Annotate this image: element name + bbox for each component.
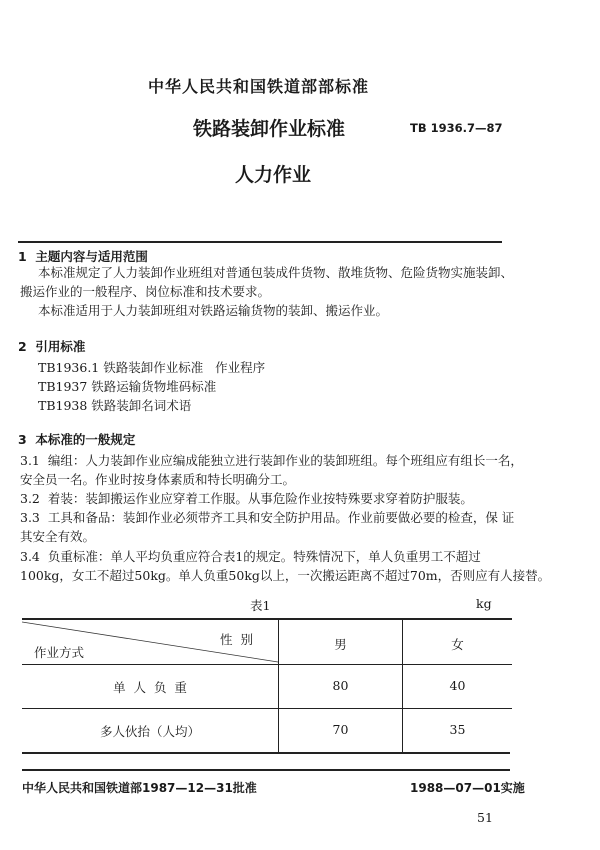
table-row-rule bbox=[22, 708, 512, 709]
table-cell: 70 bbox=[332, 722, 349, 737]
document-title: 铁路装卸作业标准 bbox=[193, 118, 346, 140]
issuer: 中华人民共和国铁道部部标准 bbox=[148, 77, 370, 96]
reference-item: TB1937 铁路运输货物堆码标准 bbox=[38, 379, 217, 394]
page-number: 51 bbox=[477, 810, 493, 825]
row-label: 单 人 负 重 bbox=[113, 680, 187, 695]
paragraph: 搬运作业的一般程序、岗位标准和技术要求。 bbox=[20, 284, 271, 299]
paragraph: 3.3 工具和备品：装卸作业必须带齐工具和安全防护用品。作业前要做必要的检查，保 证 bbox=[20, 510, 515, 525]
header-divider bbox=[18, 241, 502, 243]
table-unit: kg bbox=[476, 596, 492, 611]
paragraph: 安全员一名。作业时按身体素质和特长明确分工。 bbox=[20, 472, 296, 487]
paragraph: 3.1 编组：人力装卸作业应编成能独立进行装卸作业的装卸班组。每个班组应有组长一名， bbox=[20, 453, 523, 468]
column-header-female: 女 bbox=[451, 637, 464, 652]
approval-date: 中华人民共和国铁道部1987—12—31批准 bbox=[22, 781, 257, 795]
paragraph: 100kg，女工不超过50kg。单人负重50kg以上，一次搬运距离不超过70m，否则应有人接替。 bbox=[20, 568, 551, 583]
section-2-heading: 2 引用标准 bbox=[18, 339, 86, 354]
paragraph: 3.4 负重标准：单人平均负重应符合表1的规定。特殊情况下，单人负重男工不超过 bbox=[20, 549, 481, 564]
paragraph: 本标准规定了人力装卸作业班组对普通包装成件货物、散堆货物、危险货物实施装卸、 bbox=[38, 265, 514, 280]
table-corner-bottom: 作业方式 bbox=[34, 645, 85, 660]
effective-date: 1988—07—01实施 bbox=[410, 781, 525, 795]
table-bottom-rule bbox=[22, 752, 510, 754]
reference-item: TB1938 铁路装卸名词术语 bbox=[38, 398, 192, 413]
table-caption: 表1 bbox=[250, 598, 271, 613]
paragraph: 其安全有效。 bbox=[20, 529, 96, 544]
reference-item: TB1936.1 铁路装卸作业标准 作业程序 bbox=[38, 360, 266, 375]
table-cell: 80 bbox=[332, 678, 349, 693]
row-label: 多人伙抬（人均） bbox=[99, 724, 200, 739]
document-subtitle: 人力作业 bbox=[235, 164, 312, 186]
table-cell: 40 bbox=[449, 678, 466, 693]
table-corner-top: 性 别 bbox=[220, 632, 253, 647]
paragraph: 本标准适用于人力装卸班组对铁路运输货物的装卸、搬运作业。 bbox=[38, 303, 389, 318]
footer-divider bbox=[22, 769, 510, 771]
paragraph: 3.2 着装：装卸搬运作业应穿着工作服。从事危险作业按特殊要求穿着防护服装。 bbox=[20, 491, 473, 506]
standard-code: TB 1936.7—87 bbox=[410, 121, 503, 135]
section-1-heading: 1 主题内容与适用范围 bbox=[18, 249, 148, 264]
table-cell: 35 bbox=[449, 722, 466, 737]
section-3-heading: 3 本标准的一般规定 bbox=[18, 432, 136, 447]
column-header-male: 男 bbox=[334, 637, 347, 652]
